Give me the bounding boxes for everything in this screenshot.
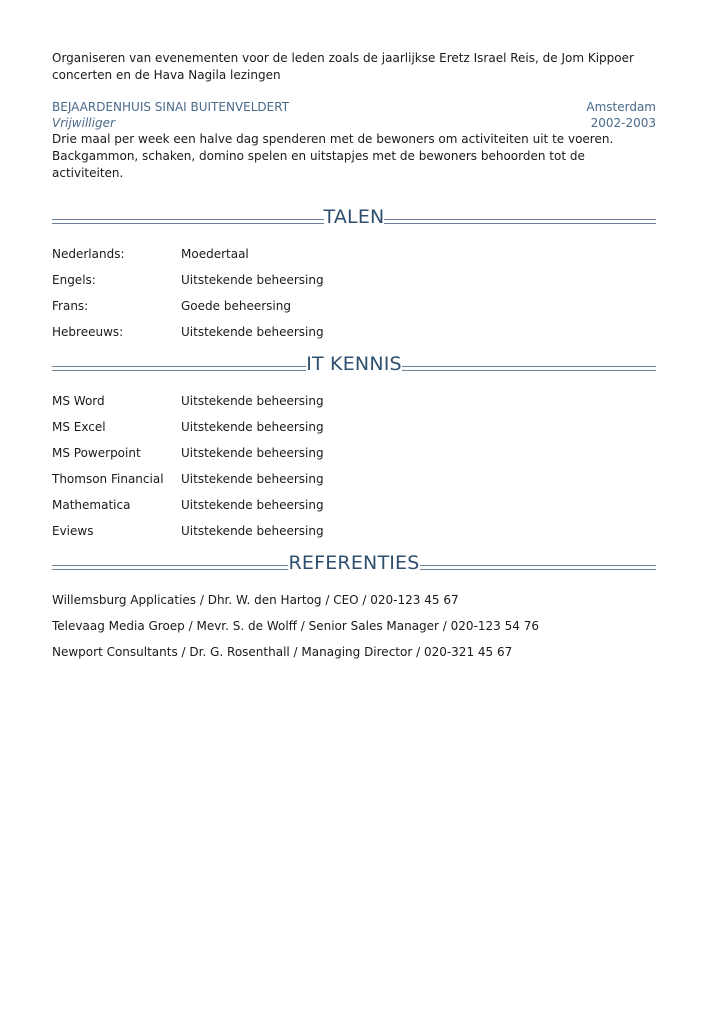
it-row <box>52 388 656 414</box>
it-value: Uitstekende beheersing <box>181 524 324 538</box>
section-header-it-kennis <box>52 349 656 379</box>
job-city: Amsterdam <box>586 100 656 114</box>
resume-page <box>52 50 656 665</box>
talen-label: Hebreeuws: <box>52 325 124 339</box>
it-row <box>52 440 656 466</box>
talen-value: Goede beheersing <box>181 299 291 313</box>
section-rule-right <box>420 565 656 570</box>
job-period: 2002-2003 <box>590 116 656 130</box>
it-label: Mathematica <box>52 498 131 512</box>
section-rule-left <box>52 219 324 224</box>
it-value: Uitstekende beheersing <box>181 446 324 460</box>
job-role: Vrijwilliger <box>52 116 115 130</box>
referentie-item: Willemsburg Applicaties / Dhr. W. den Hartog / CEO / 020-123 45 67 <box>52 593 459 607</box>
it-label: Eviews <box>52 524 94 538</box>
talen-row <box>52 267 656 293</box>
section-title-talen: TALEN <box>323 206 385 228</box>
it-label: Thomson Financial <box>52 472 164 486</box>
talen-list <box>52 241 656 345</box>
intro-paragraph <box>52 50 656 84</box>
it-row <box>52 492 656 518</box>
it-label: MS Excel <box>52 420 106 434</box>
talen-row <box>52 319 656 345</box>
it-row <box>52 466 656 492</box>
it-list <box>52 388 656 544</box>
job-description <box>52 131 656 182</box>
section-header-referenties <box>52 548 656 578</box>
it-value: Uitstekende beheersing <box>181 472 324 486</box>
job-employer: BEJAARDENHUIS SINAI BUITENVELDERT <box>52 100 290 114</box>
section-title-it-kennis: IT KENNIS <box>306 353 402 375</box>
job-header <box>52 99 656 116</box>
section-header-talen <box>52 202 656 232</box>
referenties-list <box>52 587 656 665</box>
talen-label: Engels: <box>52 273 96 287</box>
section-rule-right <box>402 366 656 371</box>
referentie-item: Newport Consultants / Dr. G. Rosenthall / Managing Director / 020-321 45 67 <box>52 645 513 659</box>
job-desc-line-1: Drie maal per week een halve dag spenderen met de bewoners om activiteiten uit te voeren. <box>52 132 614 146</box>
talen-row <box>52 241 656 267</box>
talen-value: Uitstekende beheersing <box>181 325 324 339</box>
talen-label: Nederlands: <box>52 247 125 261</box>
talen-row <box>52 293 656 319</box>
talen-value: Moedertaal <box>181 247 249 261</box>
section-rule-right <box>384 219 656 224</box>
talen-label: Frans: <box>52 299 89 313</box>
it-label: MS Word <box>52 394 105 408</box>
it-value: Uitstekende beheersing <box>181 420 324 434</box>
section-rule-left <box>52 366 306 371</box>
job-subheader <box>52 116 656 131</box>
it-value: Uitstekende beheersing <box>181 498 324 512</box>
it-row <box>52 518 656 544</box>
job-desc-line-2: Backgammon, schaken, domino spelen en uitstapjes met de bewoners behoorden tot de activiteiten. <box>52 149 585 180</box>
it-row <box>52 414 656 440</box>
section-rule-left <box>52 565 288 570</box>
talen-value: Uitstekende beheersing <box>181 273 324 287</box>
referentie-item: Televaag Media Groep / Mevr. S. de Wolff / Senior Sales Manager / 020-123 54 76 <box>52 619 539 633</box>
intro-line-2: concerten en de Hava Nagila lezingen <box>52 68 281 82</box>
intro-line-1: Organiseren van evenementen voor de leden zoals de jaarlijkse Eretz Israel Reis, de Jom Kippoer <box>52 51 634 65</box>
section-title-referenties: REFERENTIES <box>288 552 420 574</box>
it-label: MS Powerpoint <box>52 446 141 460</box>
it-value: Uitstekende beheersing <box>181 394 324 408</box>
